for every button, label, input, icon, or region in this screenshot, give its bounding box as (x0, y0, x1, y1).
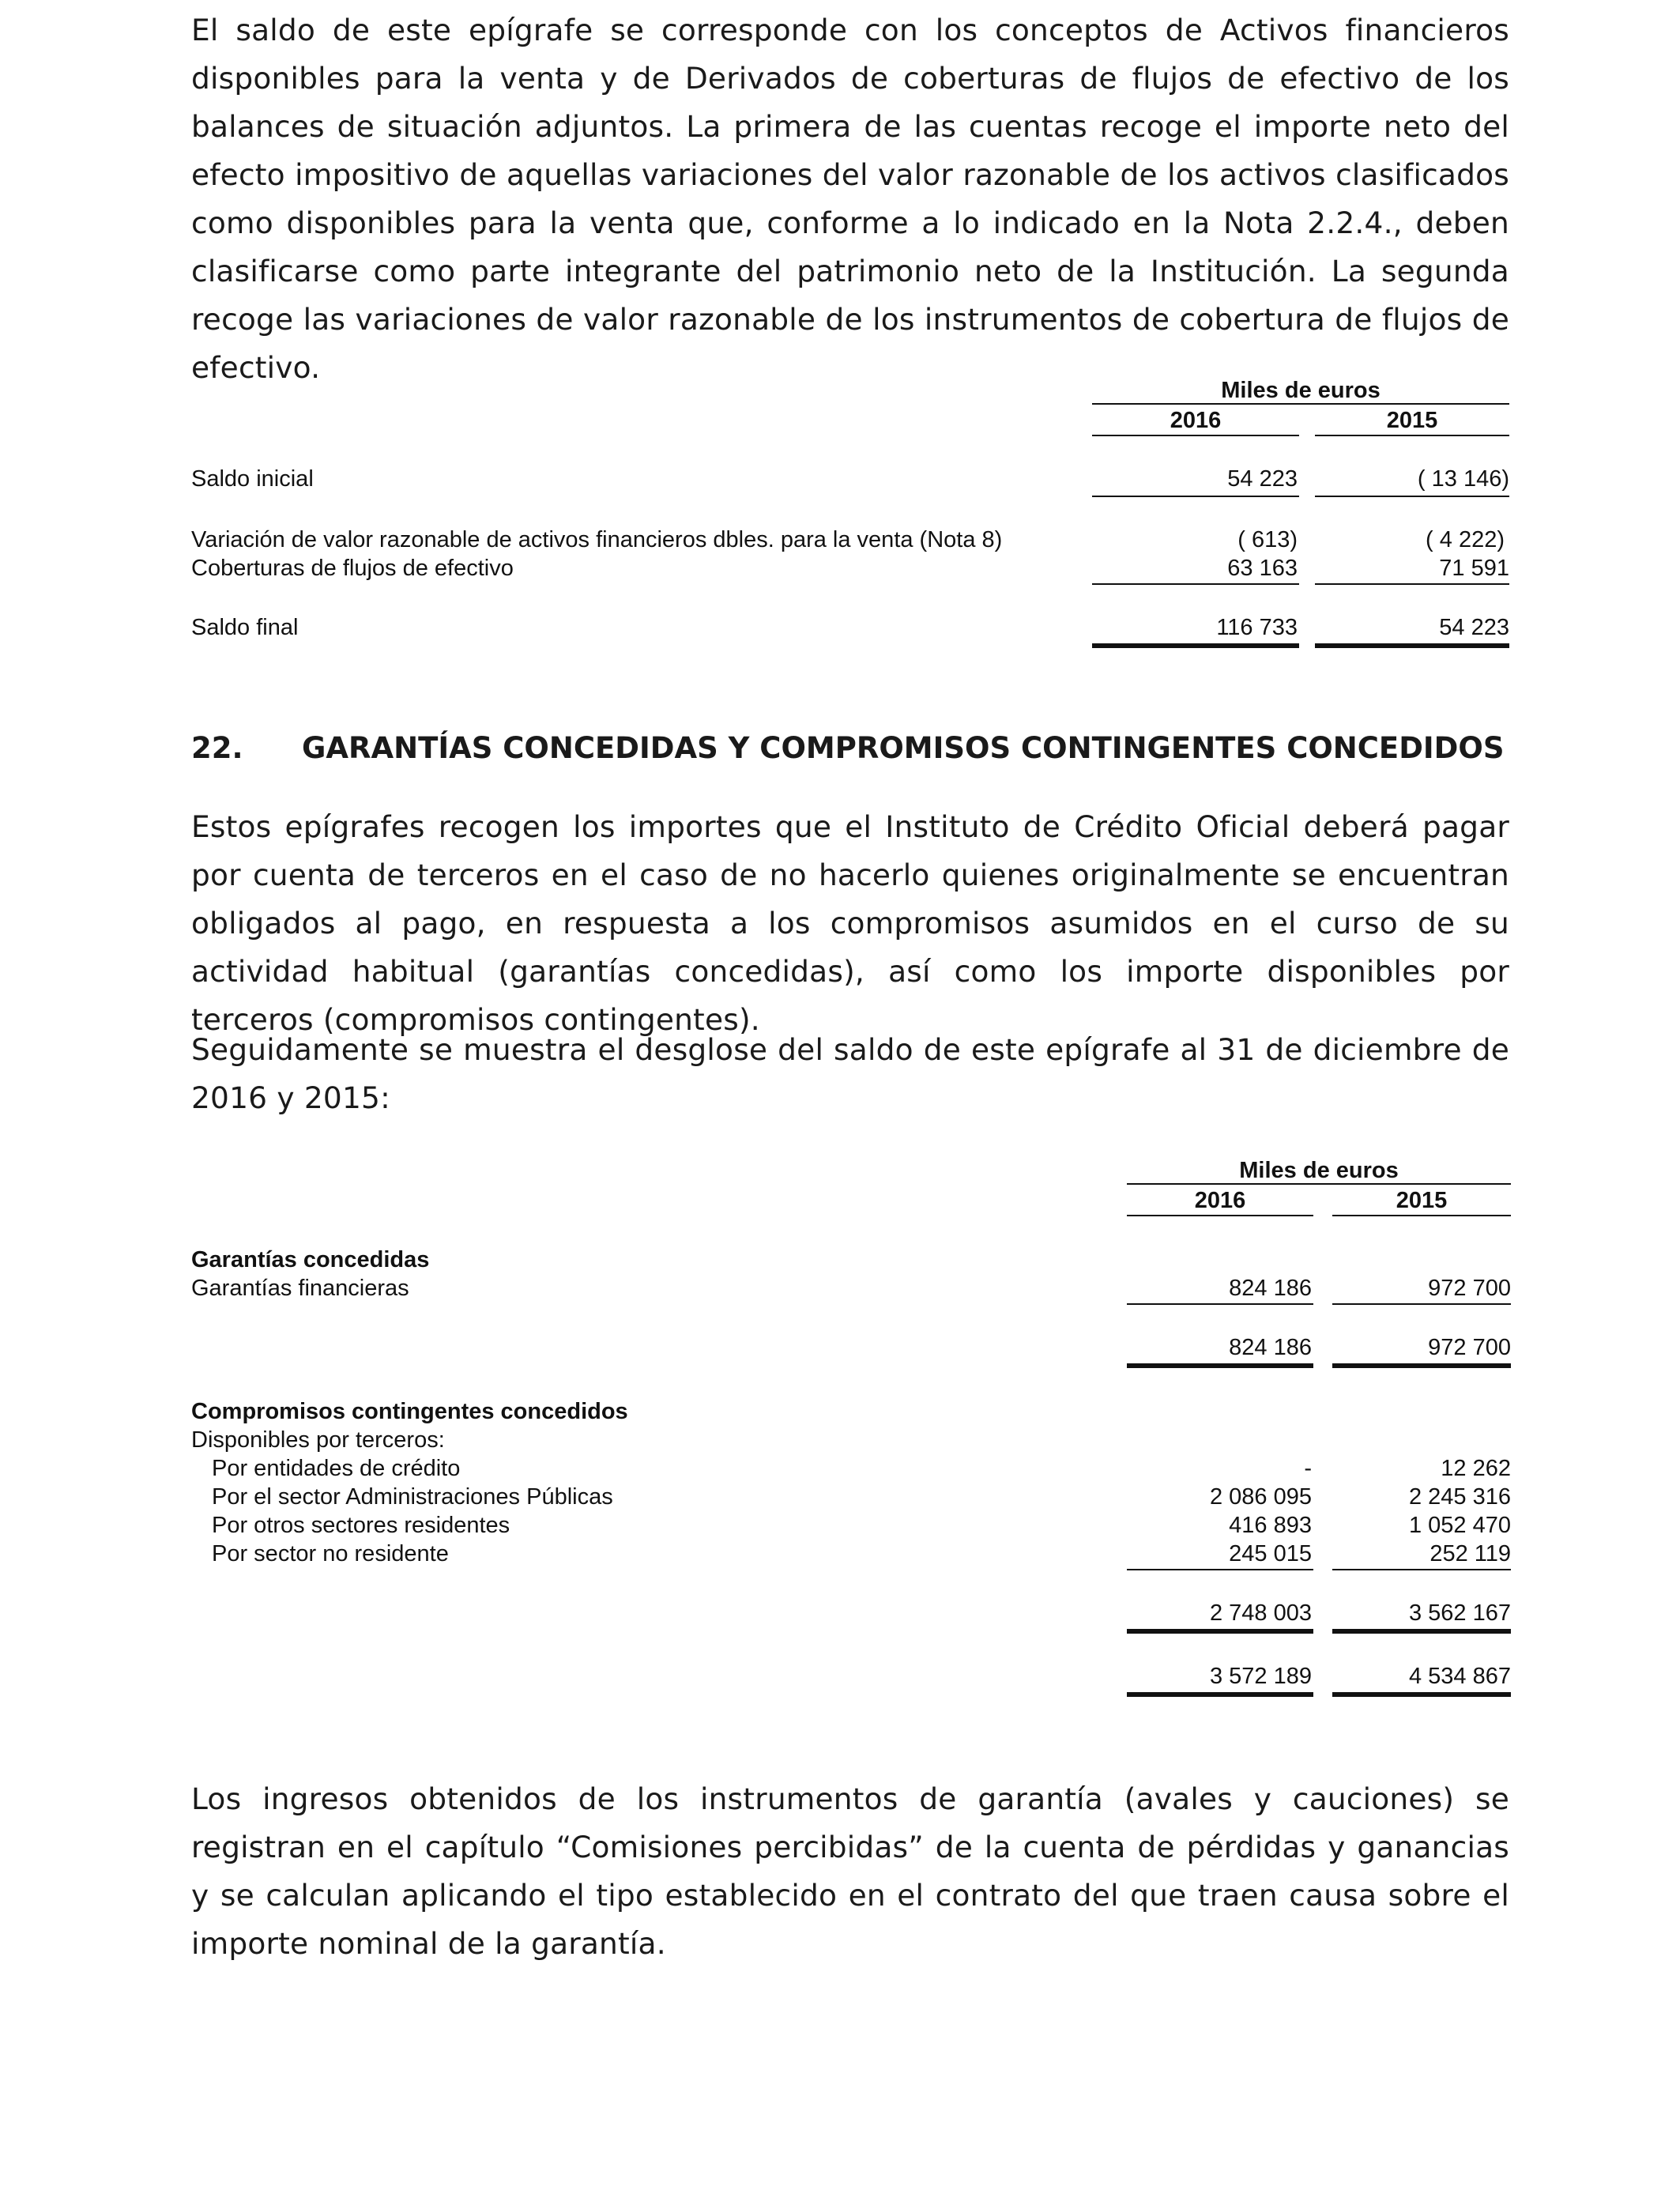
table-row-label: Por entidades de crédito (212, 1456, 461, 1481)
income-paragraph: Los ingresos obtenidos de los instrumentos de garantía (avales y cauciones) se registran en el capítulo “Comisiones percibidas” de la cuenta de pérdidas y ganancias y se calculan aplicando el tipo establecido en el contrato del que traen causa sobre el importe nominal de la garantía. (191, 1781, 1509, 1961)
table-cell: ( 613) (1237, 527, 1298, 552)
table1-unit-header: Miles de euros (1221, 378, 1381, 403)
table2-total-line (1332, 1629, 1511, 1634)
table-cell: - (1304, 1456, 1312, 1481)
table-cell: 12 262 (1441, 1456, 1511, 1481)
table-cell: 4 534 867 (1408, 1664, 1511, 1689)
table-row-label: Saldo inicial (191, 466, 314, 492)
breakdown-intro-paragraph: Seguidamente se muestra el desglose del saldo de este epígrafe al 31 de diciembre de 2016 y 2015: (191, 1032, 1509, 1115)
table-cell: 63 163 (1227, 556, 1298, 581)
table2-row-line (1127, 1303, 1313, 1305)
table-row-label: Por sector no residente (212, 1541, 449, 1566)
table-row-label: Coberturas de flujos de efectivo (191, 556, 514, 581)
table-row-label: Variación de valor razonable de activos financieros dbles. para la venta (Nota 8) (191, 527, 1003, 552)
table-cell: 252 119 (1430, 1541, 1511, 1566)
available-label: Disponibles por terceros: (191, 1427, 445, 1453)
table-cell: 116 733 (1216, 615, 1298, 640)
table1-row-line (1315, 496, 1509, 497)
table2-col-line (1127, 1215, 1313, 1216)
table-row-label: Por el sector Administraciones Públicas (212, 1484, 613, 1510)
table-cell: 2 748 003 (1209, 1600, 1312, 1626)
table-cell: 3 572 189 (1209, 1664, 1312, 1689)
table-row-label: Saldo final (191, 615, 299, 640)
table1-col-line (1315, 435, 1509, 436)
commitments-heading: Compromisos contingentes concedidos (191, 1399, 628, 1424)
table2-row-line (1332, 1303, 1511, 1305)
table2-col-2015: 2015 (1396, 1188, 1448, 1213)
table1-col-2015: 2015 (1386, 408, 1438, 433)
table-cell: 1 052 470 (1408, 1513, 1511, 1538)
table-cell: 824 186 (1229, 1276, 1312, 1301)
table-cell: 2 245 316 (1408, 1484, 1511, 1510)
table2-col-2016: 2016 (1194, 1188, 1246, 1213)
intro-paragraph: El saldo de este epígrafe se corresponde con los conceptos de Activos financieros disponibles para la venta y de Derivados de coberturas de flujos de efectivo de los balances de situación adjuntos. La primera de las cuentas recoge el importe neto del efecto impositivo de aquellas variaciones del valor razonable de los activos clasificados como disponibles para la venta que, conforme a lo indicado en la Nota 2.2.4., deben clasificarse como parte integrante del patrimonio neto de la Institución. La segunda recoge las variaciones de valor razonable de los instrumentos de cobertura de flujos de efectivo. (191, 13, 1509, 385)
table2-row-line (1127, 1569, 1313, 1570)
table2-unit-header: Miles de euros (1239, 1158, 1399, 1183)
table-cell: 54 223 (1227, 466, 1298, 492)
table-cell: 54 223 (1439, 615, 1509, 640)
table-cell: 416 893 (1229, 1513, 1312, 1538)
table-cell: 3 562 167 (1408, 1600, 1511, 1626)
table-cell: 71 591 (1439, 556, 1509, 581)
table2-header-line (1127, 1183, 1511, 1185)
table-row-label: Por otros sectores residentes (212, 1513, 510, 1538)
section-title: GARANTÍAS CONCEDIDAS Y COMPROMISOS CONTINGENTES CONCEDIDOS (302, 731, 1505, 765)
table-cell: ( 4 222) (1426, 527, 1505, 552)
table1-total-line (1315, 643, 1509, 648)
table-row-label: Garantías financieras (191, 1276, 409, 1301)
table2-total-line (1127, 1363, 1313, 1368)
table2-col-line (1332, 1215, 1511, 1216)
table1-col-2016: 2016 (1170, 408, 1222, 433)
table-cell: ( 13 146) (1417, 466, 1509, 492)
table1-total-line (1092, 643, 1299, 648)
table2-total-line (1332, 1363, 1511, 1368)
table2-row-line (1332, 1569, 1511, 1570)
table-cell: 2 086 095 (1209, 1484, 1312, 1510)
table1-row-line (1092, 583, 1299, 585)
description-paragraph: Estos epígrafes recogen los importes que el Instituto de Crédito Oficial deberá pagar por cuenta de terceros en el caso de no hacerlo quienes originalmente se encuentran obligados al pago, en respuesta a los compromisos asumidos en el curso de su actividad habitual (garantías concedidas), así como los importe disponibles por terceros (compromisos contingentes). (191, 809, 1509, 1037)
guarantees-heading: Garantías concedidas (191, 1247, 430, 1272)
table1-row-line (1092, 496, 1299, 497)
table2-total-line (1127, 1629, 1313, 1634)
table-cell: 972 700 (1428, 1276, 1511, 1301)
table1-row-line (1315, 583, 1509, 585)
table-cell: 824 186 (1229, 1335, 1312, 1360)
table1-col-line (1092, 435, 1299, 436)
table2-grand-total-line (1332, 1692, 1511, 1697)
table1-header-line (1092, 403, 1509, 405)
table-cell: 245 015 (1229, 1541, 1312, 1566)
section-number: 22. (191, 731, 243, 765)
table2-grand-total-line (1127, 1692, 1313, 1697)
table-cell: 972 700 (1428, 1335, 1511, 1360)
